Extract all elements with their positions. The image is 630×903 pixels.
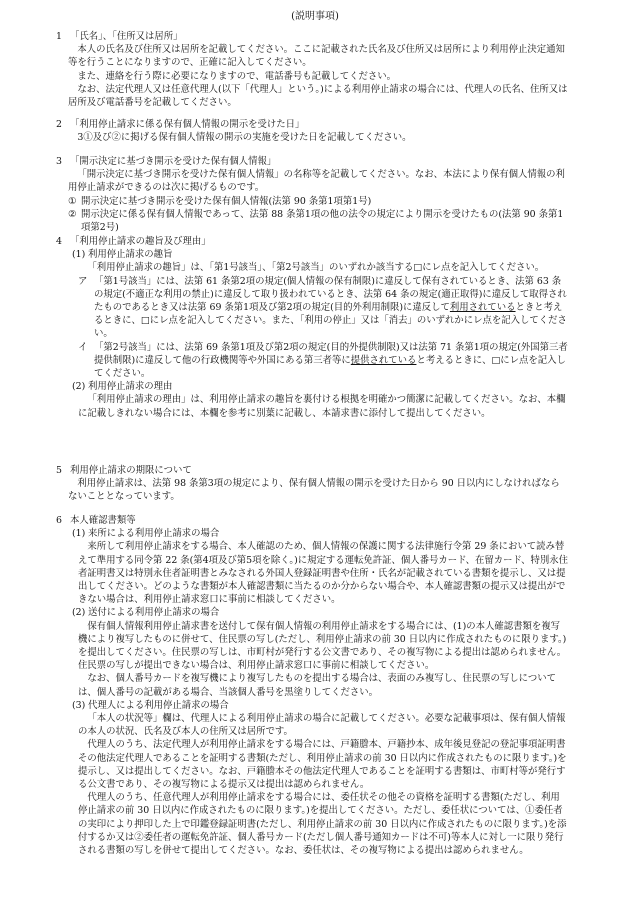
subsection-heading <box>72 527 568 540</box>
subsection-title: 送付による利用停止請求の場合 <box>88 607 220 619</box>
list-item <box>68 208 568 234</box>
section-number: 1 <box>56 31 62 42</box>
section-2 <box>56 118 568 144</box>
list-item-text: 開示決定に係る保有個人情報であって、法第 88 条第1項の他の法令の規定により開示を受けたもの(法第 90 条第1項第2号) <box>81 208 564 234</box>
underlined-text: 利用されている <box>449 302 516 314</box>
list-item <box>68 341 568 381</box>
subsection-number: (1) <box>72 249 86 261</box>
subsection-heading <box>72 606 568 619</box>
section-heading: 「利用停止請求の趣旨及び理由」 <box>70 236 211 247</box>
section-heading: 「開示決定に基づき開示を受けた保有個人情報」 <box>70 156 277 167</box>
subsection-number: (2) <box>72 381 86 393</box>
section-number: 6 <box>56 515 62 526</box>
paragraph: 代理人のうち、任意代理人が利用停止請求をする場合には、委任状その他その資格を証明する書類(ただし、利用停止請求の前 30 日以内に作成されたものに限ります。)を提出してください。ただし、委任状については、①委任者の実印により押印した上で印鑑登録証明書(ただし、利用停止請求の前 30 日以内に作成されたものに限ります。)を添付するか又は②委任者の運転免許証、個人番号カード(ただし個人番号通知カードは不可)等本人に対し一に限り発行される書類の写しを併せて提出してください。なお、委任状は、その複写物による提出は認められません。 <box>78 792 567 857</box>
section-heading: 「利用停止請求に係る保有個人情報の開示を受けた日」 <box>70 119 305 130</box>
text-run: 「第1号該当」には、法第 61 条第2項の規定(個人情報の保有制限)に違反して保有されているとき、法第 63 条の規定(不適正な利用の禁止)に違反して取り扱われているとき、法第 64 条の規定(適正取得)に違反して取得されたものであるとき又は法第 69 条第1項及び第2項の規定(目的外利用制限)に違反して <box>94 275 567 314</box>
section-heading: 「氏名」、「住所又は居所」 <box>70 31 183 42</box>
list-item-text <box>94 275 568 341</box>
paragraph: 「開示決定に基づき開示を受けた保有個人情報」の名称等を記載してください。なお、本法により保有個人情報の利用停止請求ができるのは次に掲げるものです。 <box>68 169 565 194</box>
section-heading: 利用停止請求の期限について <box>70 465 192 476</box>
list-marker: ① <box>68 195 77 207</box>
paragraph: 3①及び②に掲げる保有個人情報の開示の実施を受けた日を記載してください。 <box>77 132 412 144</box>
paragraph: 本人の氏名及び住所又は居所を記載してください。ここに記載された氏名及び住所又は居所により利用停止決定通知等を行うことになりますので、正確に記入してください。 <box>68 44 565 69</box>
subsection-title: 利用停止請求の理由 <box>88 381 173 393</box>
underlined-text: 提供されている <box>350 354 417 366</box>
section-3 <box>56 155 568 234</box>
paragraph: 来所して利用停止請求をする場合、本人確認のため、個人情報の保護に関する法律施行令第 29 条において読み替えて準用する同令第 22 条(第4項及び第5項を除く。)に規定する運転免許証、個人番号カード、在留カード、特別永住者証明書又は特別永住者証明書とみなされる外国人登録証明書や住所・氏名が記載されている書類を提示し、又は提出してください。どのような書類が本人確認書類に当たるのか分からない場合や、本人確認書類の提示又は提出ができない場合は、利用停止請求窓口に事前に相談してください。 <box>78 541 568 606</box>
paragraph: 保有個人情報利用停止請求書を送付して保有個人情報の利用停止請求をする場合には、(1)の本人確認書類を複写機により複写したものに併せて、住民票の写し(ただし、利用停止請求の前 30 日以内に作成されたものに限ります。)を提出してください。住民票の写しは、市町村が発行する公文書であり、その複写物による提出は認められません。住民票の写しが提出できない場合は、利用停止請求窓口に事前に相談してください。 <box>78 620 567 672</box>
section-number: 4 <box>56 236 62 247</box>
subsection-heading <box>72 699 568 712</box>
subsection-number: (3) <box>72 699 86 711</box>
subsection-title: 来所による利用停止請求の場合 <box>88 528 220 540</box>
subsection-title: 代理人による利用停止請求の場合 <box>88 699 229 711</box>
list-marker: イ <box>78 341 88 353</box>
page-title: (説明事項) <box>291 11 339 22</box>
section-4 <box>56 235 568 420</box>
list-item-text: 開示決定に基づき開示を受けた保有個人情報(法第 90 条第1項第1号) <box>81 195 372 207</box>
list-marker: ② <box>68 208 77 220</box>
section-number: 5 <box>56 465 62 476</box>
subsection-title: 利用停止請求の趣旨 <box>88 249 173 261</box>
text-run: と考えるときに、□にレ点を記入してください。 <box>94 354 566 380</box>
section-heading: 本人確認書類等 <box>70 515 136 526</box>
list-marker: ア <box>78 275 88 287</box>
paragraph: 「本人の状況等」欄は、代理人による利用停止請求の場合に記載してください。必要な記載事項は、保有個人情報の本人の状況、氏名及び本人の住所又は居所です。 <box>78 713 566 738</box>
paragraph: 「利用停止請求の趣旨」は、「第1号該当」、「第2号該当」のいずれか該当する□にレ点を記入してください。 <box>87 262 545 274</box>
text-run: ときと考えるときに、□にレ点を記入してください。また、「利用の停止」又は「消去」のいずれかにレ点を記入してください。 <box>94 302 567 340</box>
paragraph: なお、個人番号カードを複写機により複写したものを提出する場合は、表面のみ複写し、住民票の写しについては、個人番号の記載がある場合、当該個人番号を黒塗りしてください。 <box>78 673 556 698</box>
paragraph: 代理人のうち、法定代理人が利用停止請求をする場合には、戸籍謄本、戸籍抄本、成年後見登記の登記事項証明書その他法定代理人であることを証明する書類(ただし、利用停止請求の前 30 日以内に作成されたものに限ります。)を提示し、又は提出してください。なお、戸籍謄本その他法定代理人であることを証明する書類は、市町村等が発行する公文書であり、その複写物による提示又は提出は認められません。 <box>78 739 567 791</box>
subsection-number: (1) <box>72 528 86 540</box>
paragraph: また、連絡を行う際に必要になりますので、電話番号も記載してください。 <box>77 70 396 82</box>
text-run: 「第2号該当」には、法第 69 条第1項及び第2項の規定(目的外提供制限)又は法第 71 条第1項の規定(外国第三者提供制限)に違反して他の行政機関等や外国にある第三者等に <box>94 341 568 366</box>
subsection-heading <box>72 380 568 393</box>
section-1 <box>56 30 568 109</box>
paragraph: 「利用停止請求の理由」は、利用停止請求の趣旨を裏付ける根拠を明確かつ簡潔に記載してください。なお、本欄に記載しきれない場合には、本欄を参考に別葉に記載し、本請求書に添付して提出してください。 <box>78 394 566 419</box>
section-number: 3 <box>56 156 62 167</box>
list-item <box>68 195 568 208</box>
section-5 <box>56 464 568 504</box>
paragraph: 利用停止請求は、法第 98 条第3項の規定により、保有個人情報の開示を受けた日から 90 日以内にしなければならないこととなっています。 <box>68 478 560 503</box>
list-item-text <box>94 341 568 381</box>
subsection-heading <box>72 248 568 261</box>
section-number: 2 <box>56 119 62 130</box>
subsection-number: (2) <box>72 607 86 619</box>
section-6 <box>56 514 568 857</box>
paragraph: なお、法定代理人又は任意代理人(以下「代理人」という。)による利用停止請求の場合には、代理人の氏名、住所又は居所及び電話番号を記載してください。 <box>68 83 568 109</box>
list-item <box>68 275 568 341</box>
